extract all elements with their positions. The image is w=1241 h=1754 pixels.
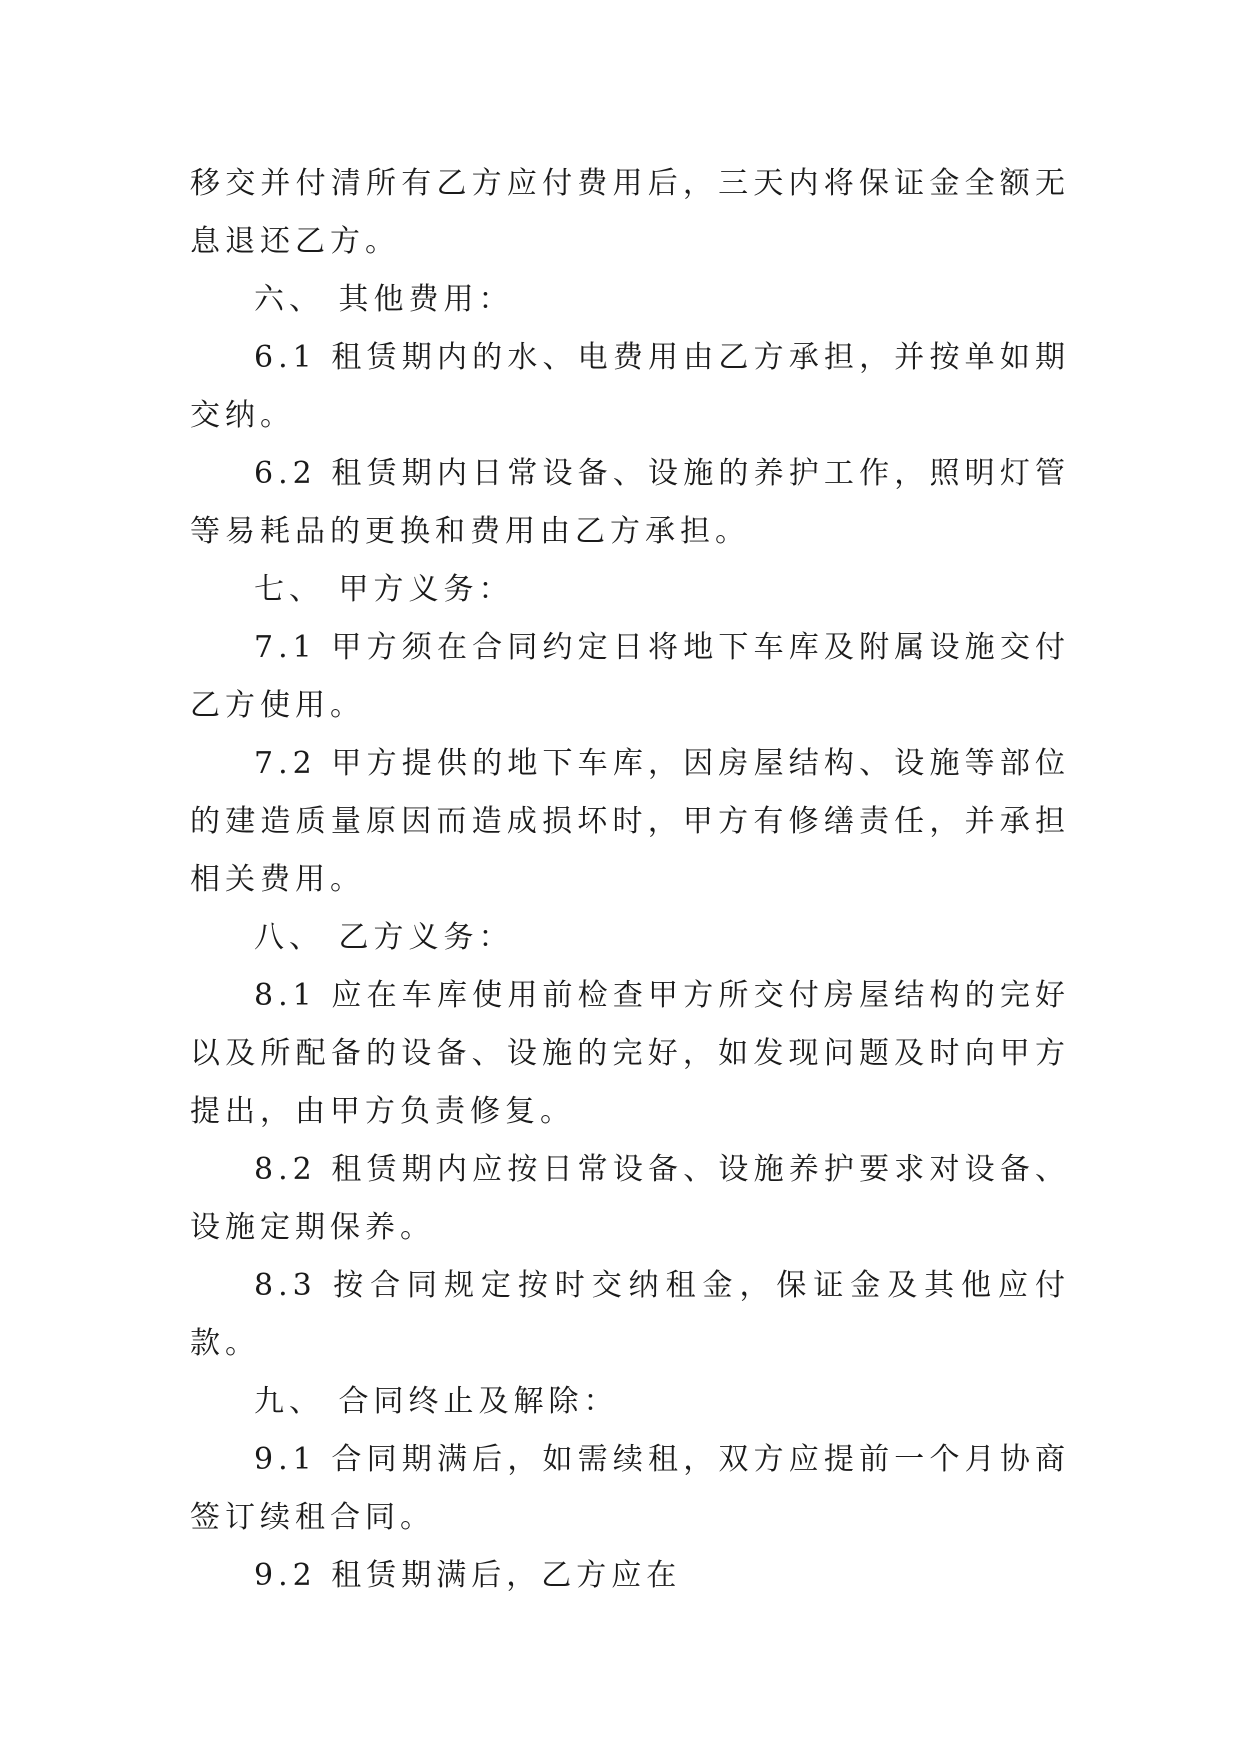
clause-7-2: 7.2 甲方提供的地下车库，因房屋结构、设施等部位的建造质量原因而造成损坏时，甲方有修缮责任，并承担相关费用。	[190, 746, 1070, 897]
clause-8-2: 8.2 租赁期内应按日常设备、设施养护要求对设备、设施定期保养。	[190, 1152, 1070, 1245]
clause-6-2: 6.2 租赁期内日常设备、设施的养护工作，照明灯管等易耗品的更换和费用由乙方承担。	[190, 456, 1070, 549]
section-heading-party-a-obligations: 七、 甲方义务：	[254, 572, 514, 607]
clause-6-1: 6.1 租赁期内的水、电费用由乙方承担，并按单如期交纳。	[190, 340, 1070, 433]
clause-8-3: 8.3 按合同规定按时交纳租金，保证金及其他应付款。	[190, 1268, 1070, 1361]
clause-9-1: 9.1 合同期满后，如需续租，双方应提前一个月协商签订续租合同。	[190, 1442, 1070, 1535]
section-heading-termination: 九、 合同终止及解除：	[254, 1384, 619, 1419]
clause-9-2: 9.2 租赁期满后，乙方应在	[254, 1558, 682, 1593]
document-body	[190, 155, 1070, 1605]
clause-7-1: 7.1 甲方须在合同约定日将地下车库及附属设施交付乙方使用。	[190, 630, 1070, 723]
paragraph-continuation: 移交并付清所有乙方应付费用后，三天内将保证金全额无息退还乙方。	[190, 166, 1070, 259]
clause-8-1: 8.1 应在车库使用前检查甲方所交付房屋结构的完好以及所配备的设备、设施的完好，如发现问题及时向甲方提出，由甲方负责修复。	[190, 978, 1070, 1129]
section-heading-other-fees: 六、 其他费用：	[254, 282, 514, 317]
section-heading-party-b-obligations: 八、 乙方义务：	[254, 920, 514, 955]
